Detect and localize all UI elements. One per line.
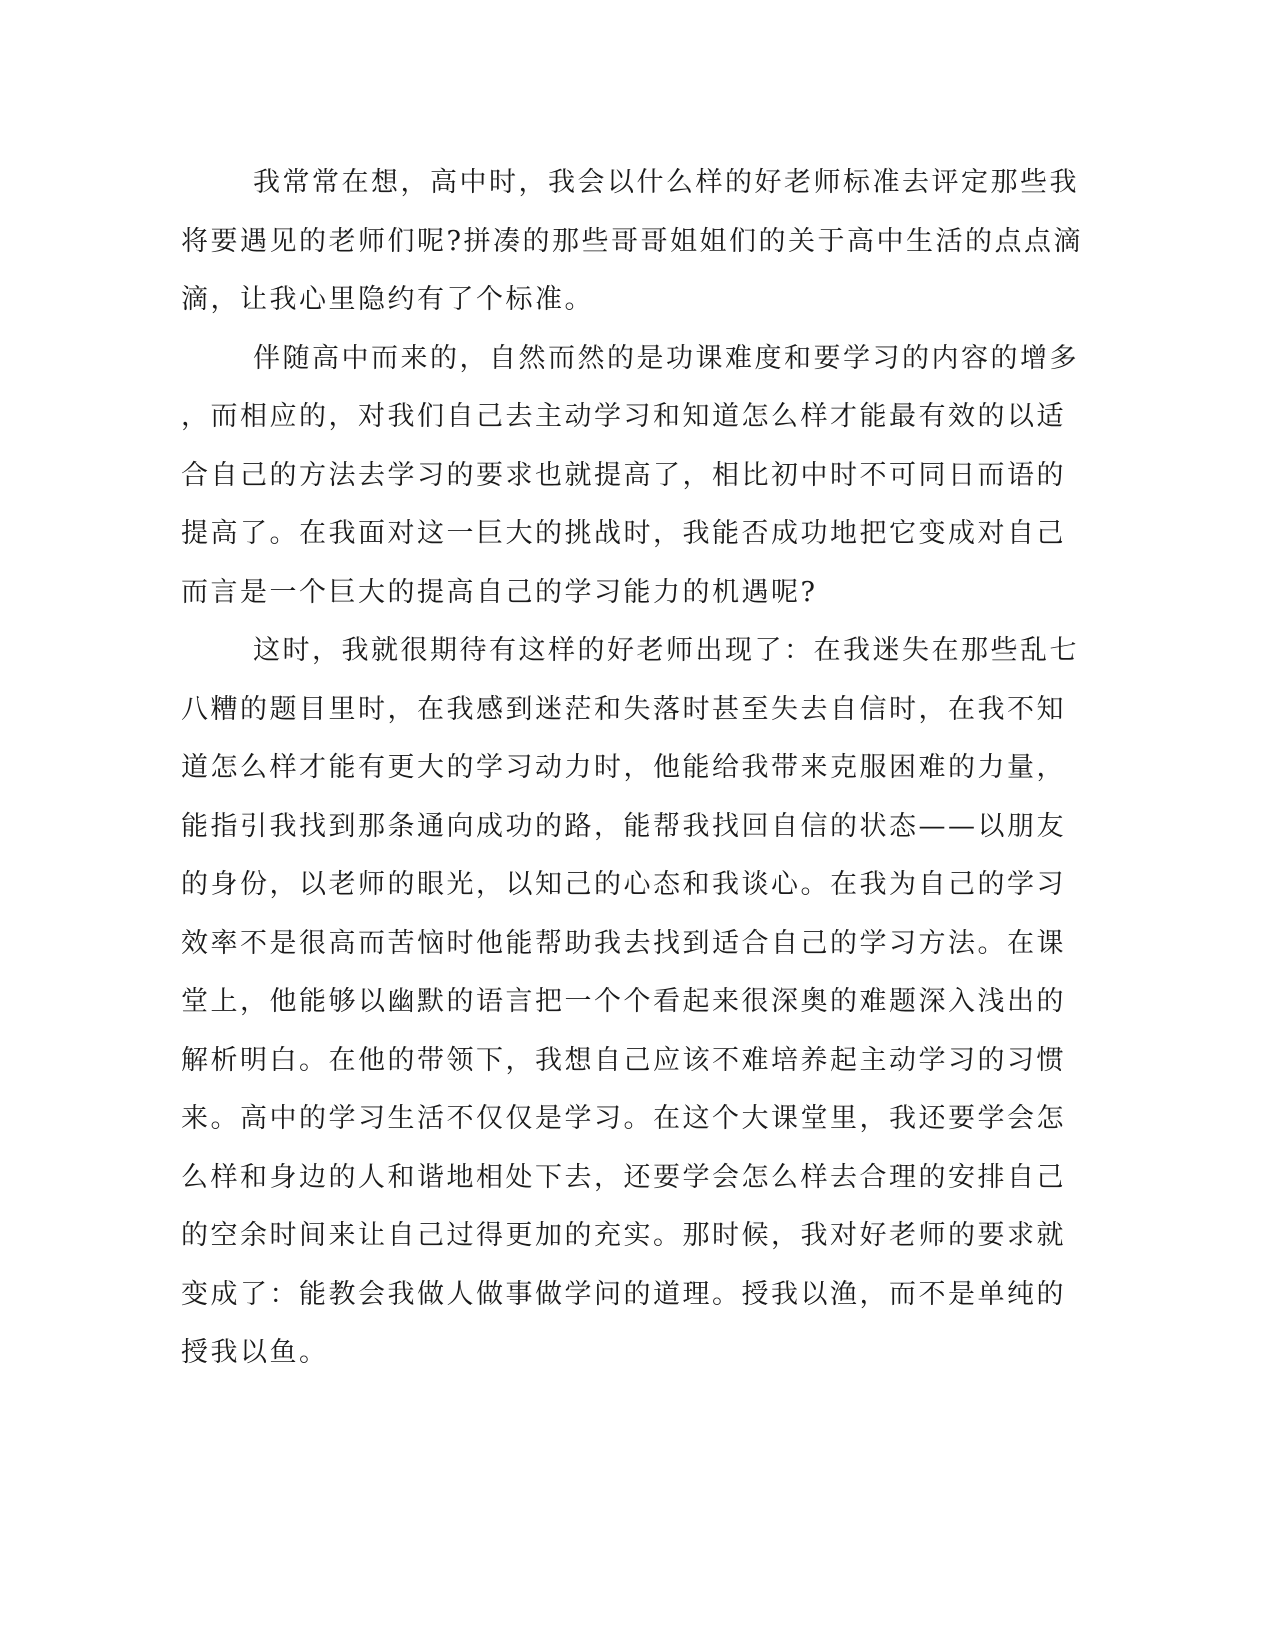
paragraph-line: 来。高中的学习生活不仅仅是学习。在这个大课堂里，我还要学会怎 (181, 1103, 1066, 1134)
paragraph-line: 这时，我就很期待有这样的好老师出现了：在我迷失在那些乱七 (253, 635, 1079, 666)
paragraph-line: 八糟的题目里时，在我感到迷茫和失落时甚至失去自信时，在我不知 (181, 693, 1066, 725)
paragraph-line: 效率不是很高而苦恼时他能帮助我去找到适合自己的学习方法。在课 (181, 927, 1066, 959)
paragraph-line: 解析明白。在他的带领下，我想自己应该不难培养起主动学习的习惯 (181, 1044, 1066, 1076)
paragraph-line: 变成了：能教会我做人做事做学问的道理。授我以渔，而不是单纯的 (181, 1278, 1066, 1310)
paragraph-line: 么样和身边的人和谐地相处下去，还要学会怎么样去合理的安排自己 (181, 1161, 1066, 1193)
paragraph-line: 将要遇见的老师们呢?拼凑的那些哥哥姐姐们的关于高中生活的点点滴 (181, 225, 1083, 257)
paragraph-line: 授我以鱼。 (181, 1337, 329, 1368)
paragraph-3 (181, 622, 1079, 1383)
document-body (181, 154, 1083, 1383)
paragraph-2 (181, 330, 1079, 623)
paragraph-line: 的身份，以老师的眼光，以知己的心态和我谈心。在我为自己的学习 (181, 869, 1066, 900)
paragraph-line: 堂上，他能够以幽默的语言把一个个看起来很深奥的难题深入浅出的 (181, 986, 1066, 1017)
paragraph-line: ，而相应的，对我们自己去主动学习和知道怎么样才能最有效的以适 (181, 401, 1066, 432)
paragraph-line: 而言是一个巨大的提高自己的学习能力的机遇呢? (181, 576, 818, 608)
paragraph-line: 伴随高中而来的，自然而然的是功课难度和要学习的内容的增多 (253, 342, 1079, 374)
paragraph-line: 滴，让我心里隐约有了个标准。 (181, 284, 594, 315)
paragraph-line: 提高了。在我面对这一巨大的挑战时，我能否成功地把它变成对自己 (181, 518, 1066, 549)
paragraph-1 (181, 154, 1083, 330)
paragraph-line: 我常常在想，高中时，我会以什么样的好老师标准去评定那些我 (253, 167, 1079, 198)
paragraph-line: 道怎么样才能有更大的学习动力时，他能给我带来克服困难的力量， (181, 752, 1066, 783)
paragraph-line: 能指引我找到那条通向成功的路，能帮我找回自信的状态——以朋友 (181, 810, 1066, 842)
paragraph-line: 的空余时间来让自己过得更加的充实。那时候，我对好老师的要求就 (181, 1220, 1066, 1251)
paragraph-line: 合自己的方法去学习的要求也就提高了，相比初中时不可同日而语的 (181, 459, 1066, 491)
